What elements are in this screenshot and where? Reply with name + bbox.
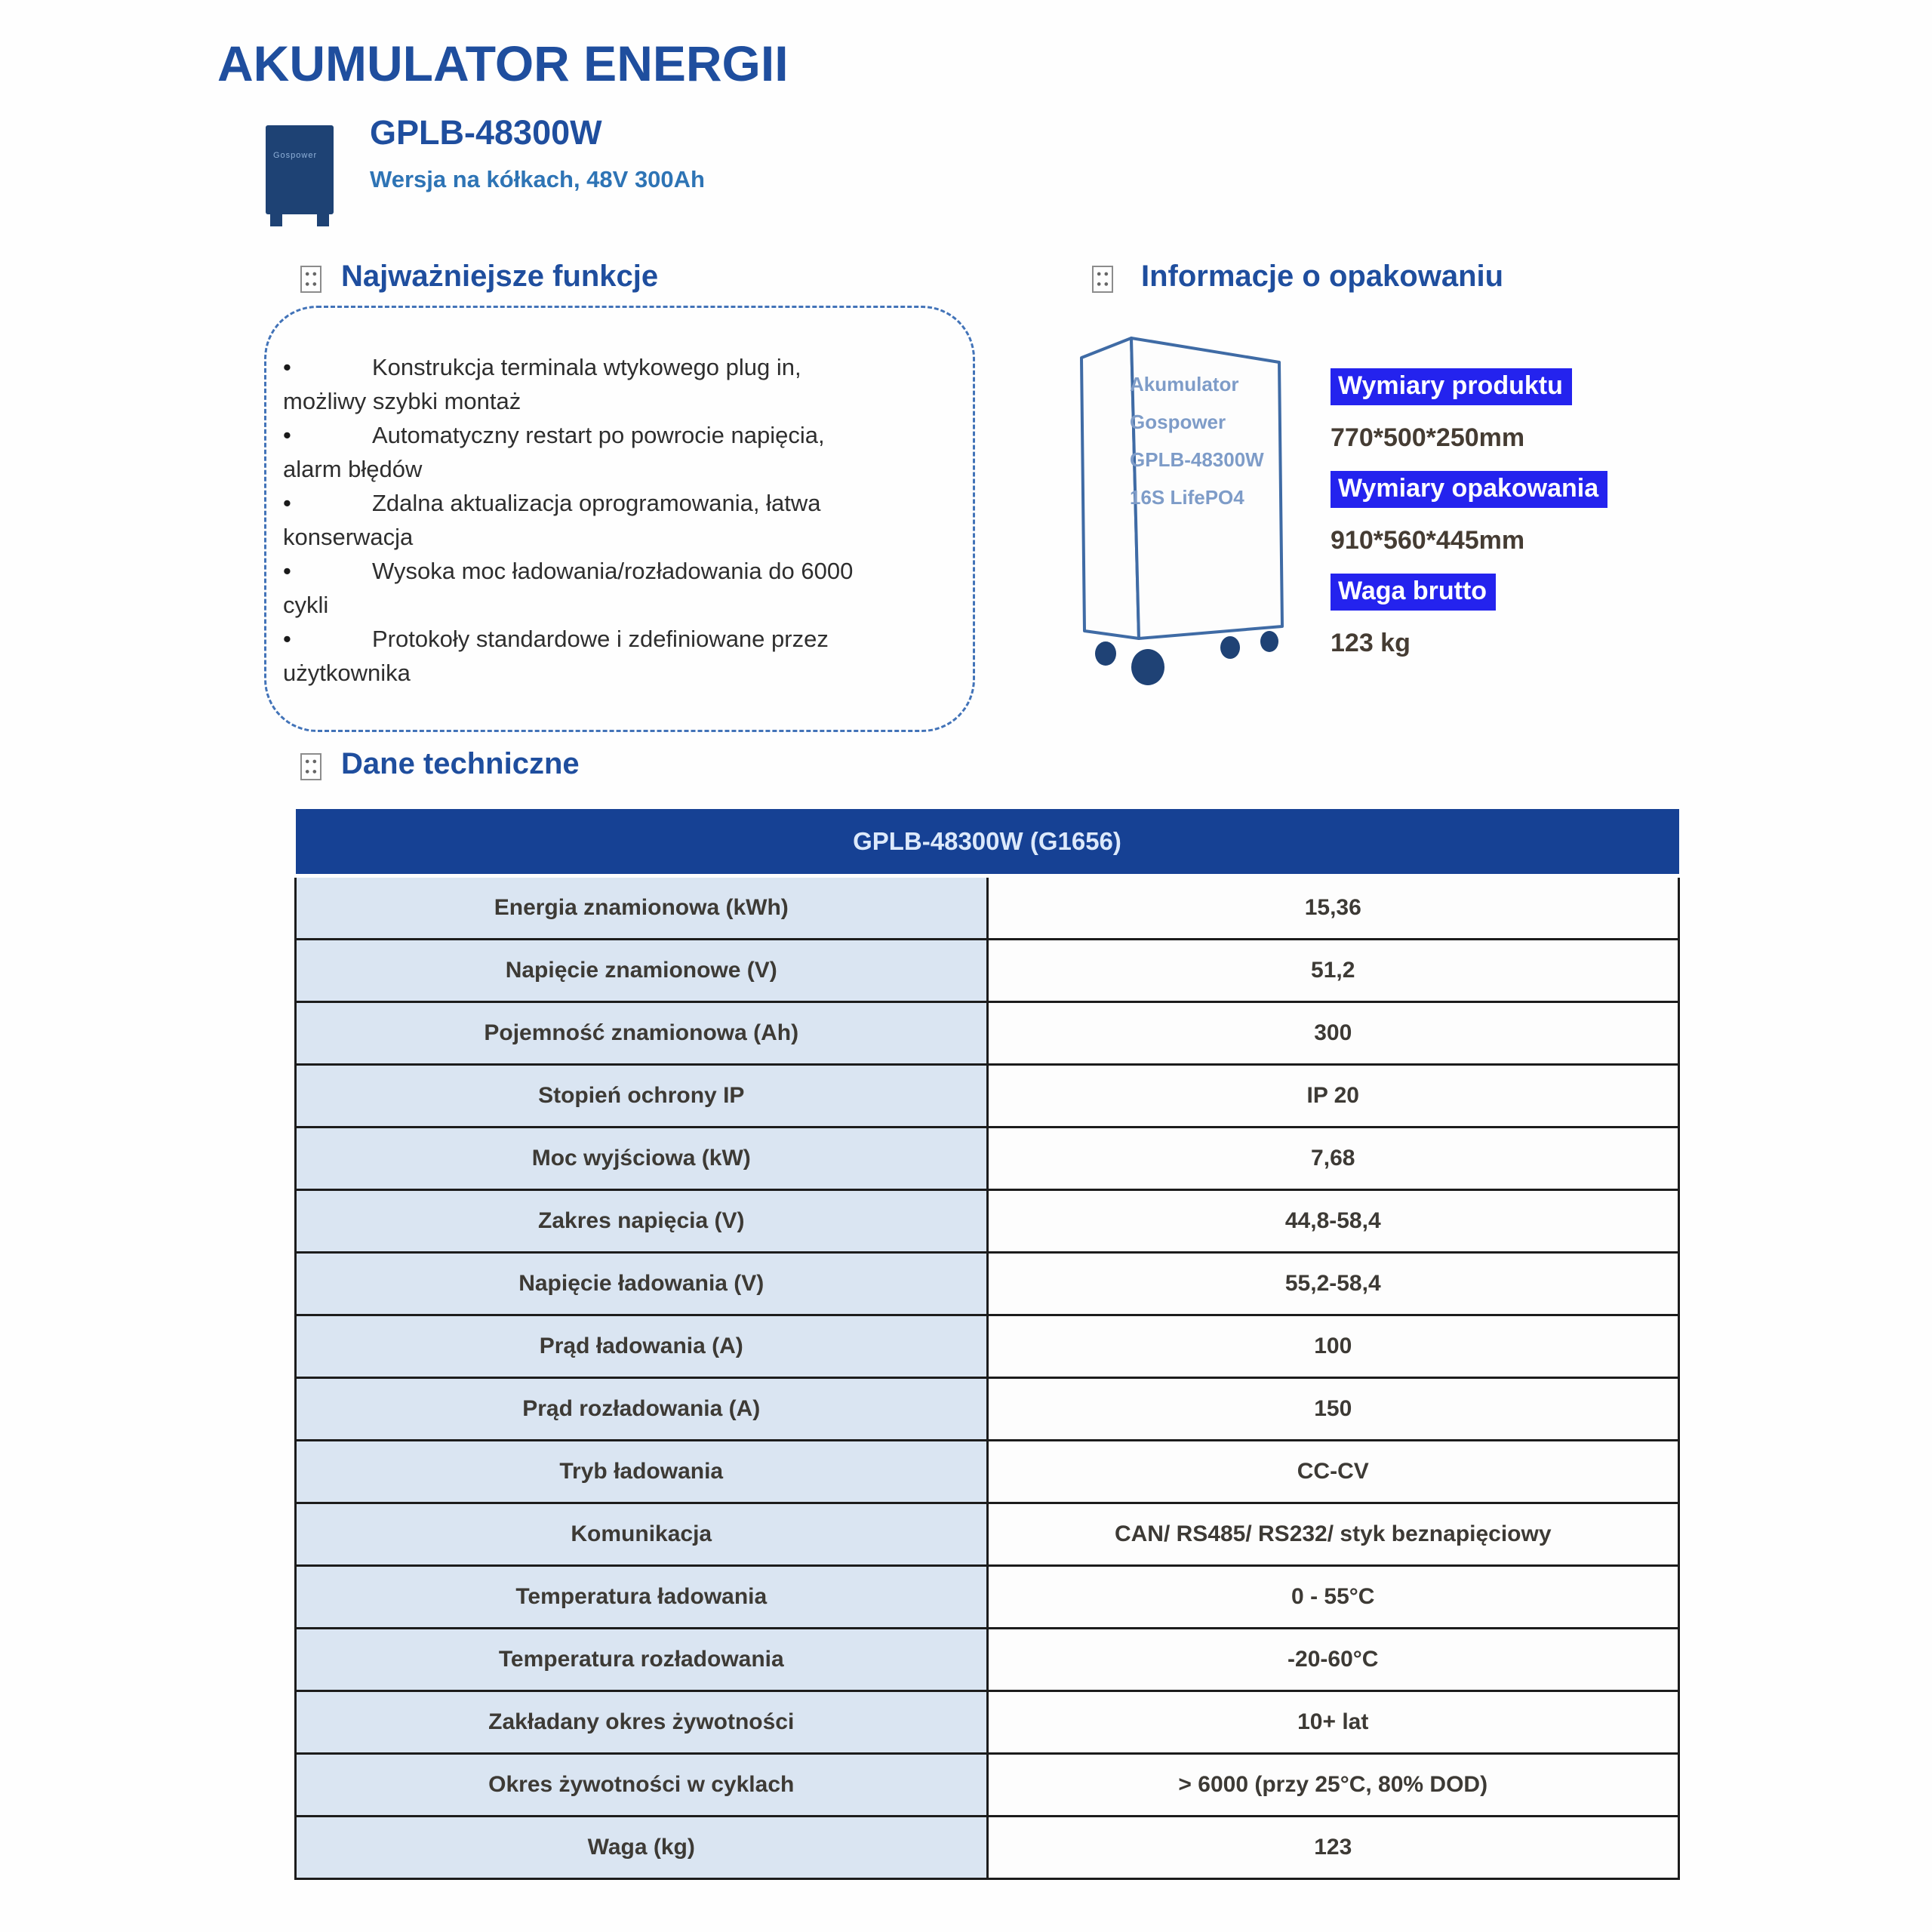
feature-item xyxy=(283,622,953,690)
spec-value-cell: > 6000 (przy 25°C, 80% DOD) xyxy=(987,1754,1679,1817)
feature-lead xyxy=(283,418,953,452)
carton-line: Gospower xyxy=(1130,411,1226,433)
feature-cont: użytkownika xyxy=(283,660,411,686)
package-dimension-value: 910*560*445mm xyxy=(1331,525,1525,555)
feature-bullet: • xyxy=(283,558,291,584)
feature-item xyxy=(283,486,953,554)
feature-bullet: • xyxy=(283,354,291,380)
spec-label-cell: Napięcie ładowania (V) xyxy=(296,1253,988,1315)
spec-label-cell: Zakładany okres żywotności xyxy=(296,1691,988,1754)
feature-bullet: • xyxy=(283,422,291,448)
table-row xyxy=(296,1065,1679,1128)
spec-label-cell: Prąd ładowania (A) xyxy=(296,1315,988,1378)
battery-leg xyxy=(270,214,282,226)
battery-leg xyxy=(317,214,329,226)
table-row xyxy=(296,876,1679,940)
spec-value-cell: CAN/ RS485/ RS232/ styk beznapięciowy xyxy=(987,1503,1679,1566)
package-weight-tag: Waga brutto xyxy=(1331,574,1496,611)
feature-item xyxy=(283,418,953,486)
specs-table-header: GPLB-48300W (G1656) xyxy=(296,809,1679,876)
table-row xyxy=(296,1190,1679,1253)
carton-line: Akumulator xyxy=(1130,373,1239,395)
page-title: AKUMULATOR ENERGII xyxy=(217,35,789,91)
spec-value-cell: 123 xyxy=(987,1817,1679,1879)
spec-label-cell: Waga (kg) xyxy=(296,1817,988,1879)
table-row xyxy=(296,1503,1679,1566)
carton-wheel xyxy=(1095,641,1116,666)
spec-value-cell: 44,8-58,4 xyxy=(987,1190,1679,1253)
spec-value-cell: 15,36 xyxy=(987,876,1679,940)
feature-cont: konserwacja xyxy=(283,524,414,550)
spec-value-cell: 150 xyxy=(987,1378,1679,1441)
table-row xyxy=(296,1378,1679,1441)
packaging-section-title: Informacje o opakowaniu xyxy=(1141,260,1504,293)
feature-lead xyxy=(283,350,953,384)
battery-product-image xyxy=(266,125,334,214)
feature-bullet: • xyxy=(283,626,291,652)
spec-label-cell: Stopień ochrony IP xyxy=(296,1065,988,1128)
package-dimension-value: 770*500*250mm xyxy=(1331,423,1525,452)
package-info-line xyxy=(1331,515,1607,566)
spec-label-cell: Komunikacja xyxy=(296,1503,988,1566)
spec-label-cell: Tryb ładowania xyxy=(296,1441,988,1503)
table-row xyxy=(296,1128,1679,1190)
table-row xyxy=(296,1629,1679,1691)
carton-line: GPLB-48300W xyxy=(1130,448,1264,471)
carton-wheel xyxy=(1220,636,1240,659)
package-info-line xyxy=(1331,412,1607,463)
features-section-title: Najważniejsze funkcje xyxy=(341,260,659,293)
package-dimension-tag: Wymiary opakowania xyxy=(1331,471,1607,508)
spec-label-cell: Okres żywotności w cyklach xyxy=(296,1754,988,1817)
feature-text: Automatyczny restart po powrocie napięcia, xyxy=(372,422,825,448)
spec-label-cell: Prąd rozładowania (A) xyxy=(296,1378,988,1441)
spec-value-cell: 100 xyxy=(987,1315,1679,1378)
specs-section-title: Dane techniczne xyxy=(341,747,580,780)
feature-text: Zdalna aktualizacja oprogramowania, łatwa xyxy=(372,490,821,516)
battery-image-label: Gospower xyxy=(273,151,318,160)
packaging-info-list xyxy=(1331,361,1607,669)
table-row xyxy=(296,1315,1679,1378)
feature-lead xyxy=(283,486,953,520)
spec-value-cell: 0 - 55°C xyxy=(987,1566,1679,1629)
package-info-line xyxy=(1331,566,1607,617)
features-panel xyxy=(264,306,975,732)
feature-text: Wysoka moc ładowania/rozładowania do 6000 xyxy=(372,558,854,584)
packaging-section-marker-icon xyxy=(1092,266,1113,293)
feature-cont: alarm błędów xyxy=(283,456,423,482)
table-row xyxy=(296,1566,1679,1629)
spec-value-cell: 7,68 xyxy=(987,1128,1679,1190)
spec-label-cell: Zakres napięcia (V) xyxy=(296,1190,988,1253)
spec-label-cell: Moc wyjściowa (kW) xyxy=(296,1128,988,1190)
spec-label-cell: Pojemność znamionowa (Ah) xyxy=(296,1002,988,1065)
carton-wheel xyxy=(1131,649,1164,685)
features-section-marker-icon xyxy=(300,266,321,293)
feature-bullet: • xyxy=(283,490,291,516)
spec-value-cell: -20-60°C xyxy=(987,1629,1679,1691)
package-weight-value: 123 kg xyxy=(1331,628,1411,657)
table-row xyxy=(296,1441,1679,1503)
specs-section-marker-icon xyxy=(300,753,321,780)
table-row xyxy=(296,1754,1679,1817)
carton-line: 16S LifePO4 xyxy=(1130,486,1244,509)
feature-cont: cykli xyxy=(283,592,329,618)
spec-label-cell: Temperatura rozładowania xyxy=(296,1629,988,1691)
table-row xyxy=(296,1002,1679,1065)
spec-value-cell: 300 xyxy=(987,1002,1679,1065)
carton-wheel xyxy=(1260,631,1278,652)
package-info-line xyxy=(1331,361,1607,412)
package-info-line xyxy=(1331,463,1607,515)
spec-value-cell: 55,2-58,4 xyxy=(987,1253,1679,1315)
product-model: GPLB-48300W xyxy=(370,113,602,152)
specs-table-header-row xyxy=(296,809,1679,876)
spec-label-cell: Energia znamionowa (kWh) xyxy=(296,876,988,940)
table-row xyxy=(296,940,1679,1002)
package-dimension-tag: Wymiary produktu xyxy=(1331,368,1572,405)
spec-value-cell: 51,2 xyxy=(987,940,1679,1002)
feature-item xyxy=(283,350,953,418)
spec-label-cell: Temperatura ładowania xyxy=(296,1566,988,1629)
spec-value-cell: 10+ lat xyxy=(987,1691,1679,1754)
product-subtitle: Wersja na kółkach, 48V 300Ah xyxy=(370,166,705,192)
table-row xyxy=(296,1253,1679,1315)
feature-text: Protokoły standardowe i zdefiniowane przez xyxy=(372,626,829,652)
feature-text: Konstrukcja terminala wtykowego plug in, xyxy=(372,354,801,380)
table-row xyxy=(296,1691,1679,1754)
feature-lead xyxy=(283,554,953,588)
spec-value-cell: CC-CV xyxy=(987,1441,1679,1503)
table-row xyxy=(296,1817,1679,1879)
feature-item xyxy=(283,554,953,622)
spec-value-cell: IP 20 xyxy=(987,1065,1679,1128)
carton-drawing xyxy=(1075,332,1302,687)
feature-cont: możliwy szybki montaż xyxy=(283,388,521,414)
feature-lead xyxy=(283,622,953,656)
specs-table xyxy=(294,809,1680,1880)
spec-label-cell: Napięcie znamionowe (V) xyxy=(296,940,988,1002)
package-info-line xyxy=(1331,617,1607,669)
